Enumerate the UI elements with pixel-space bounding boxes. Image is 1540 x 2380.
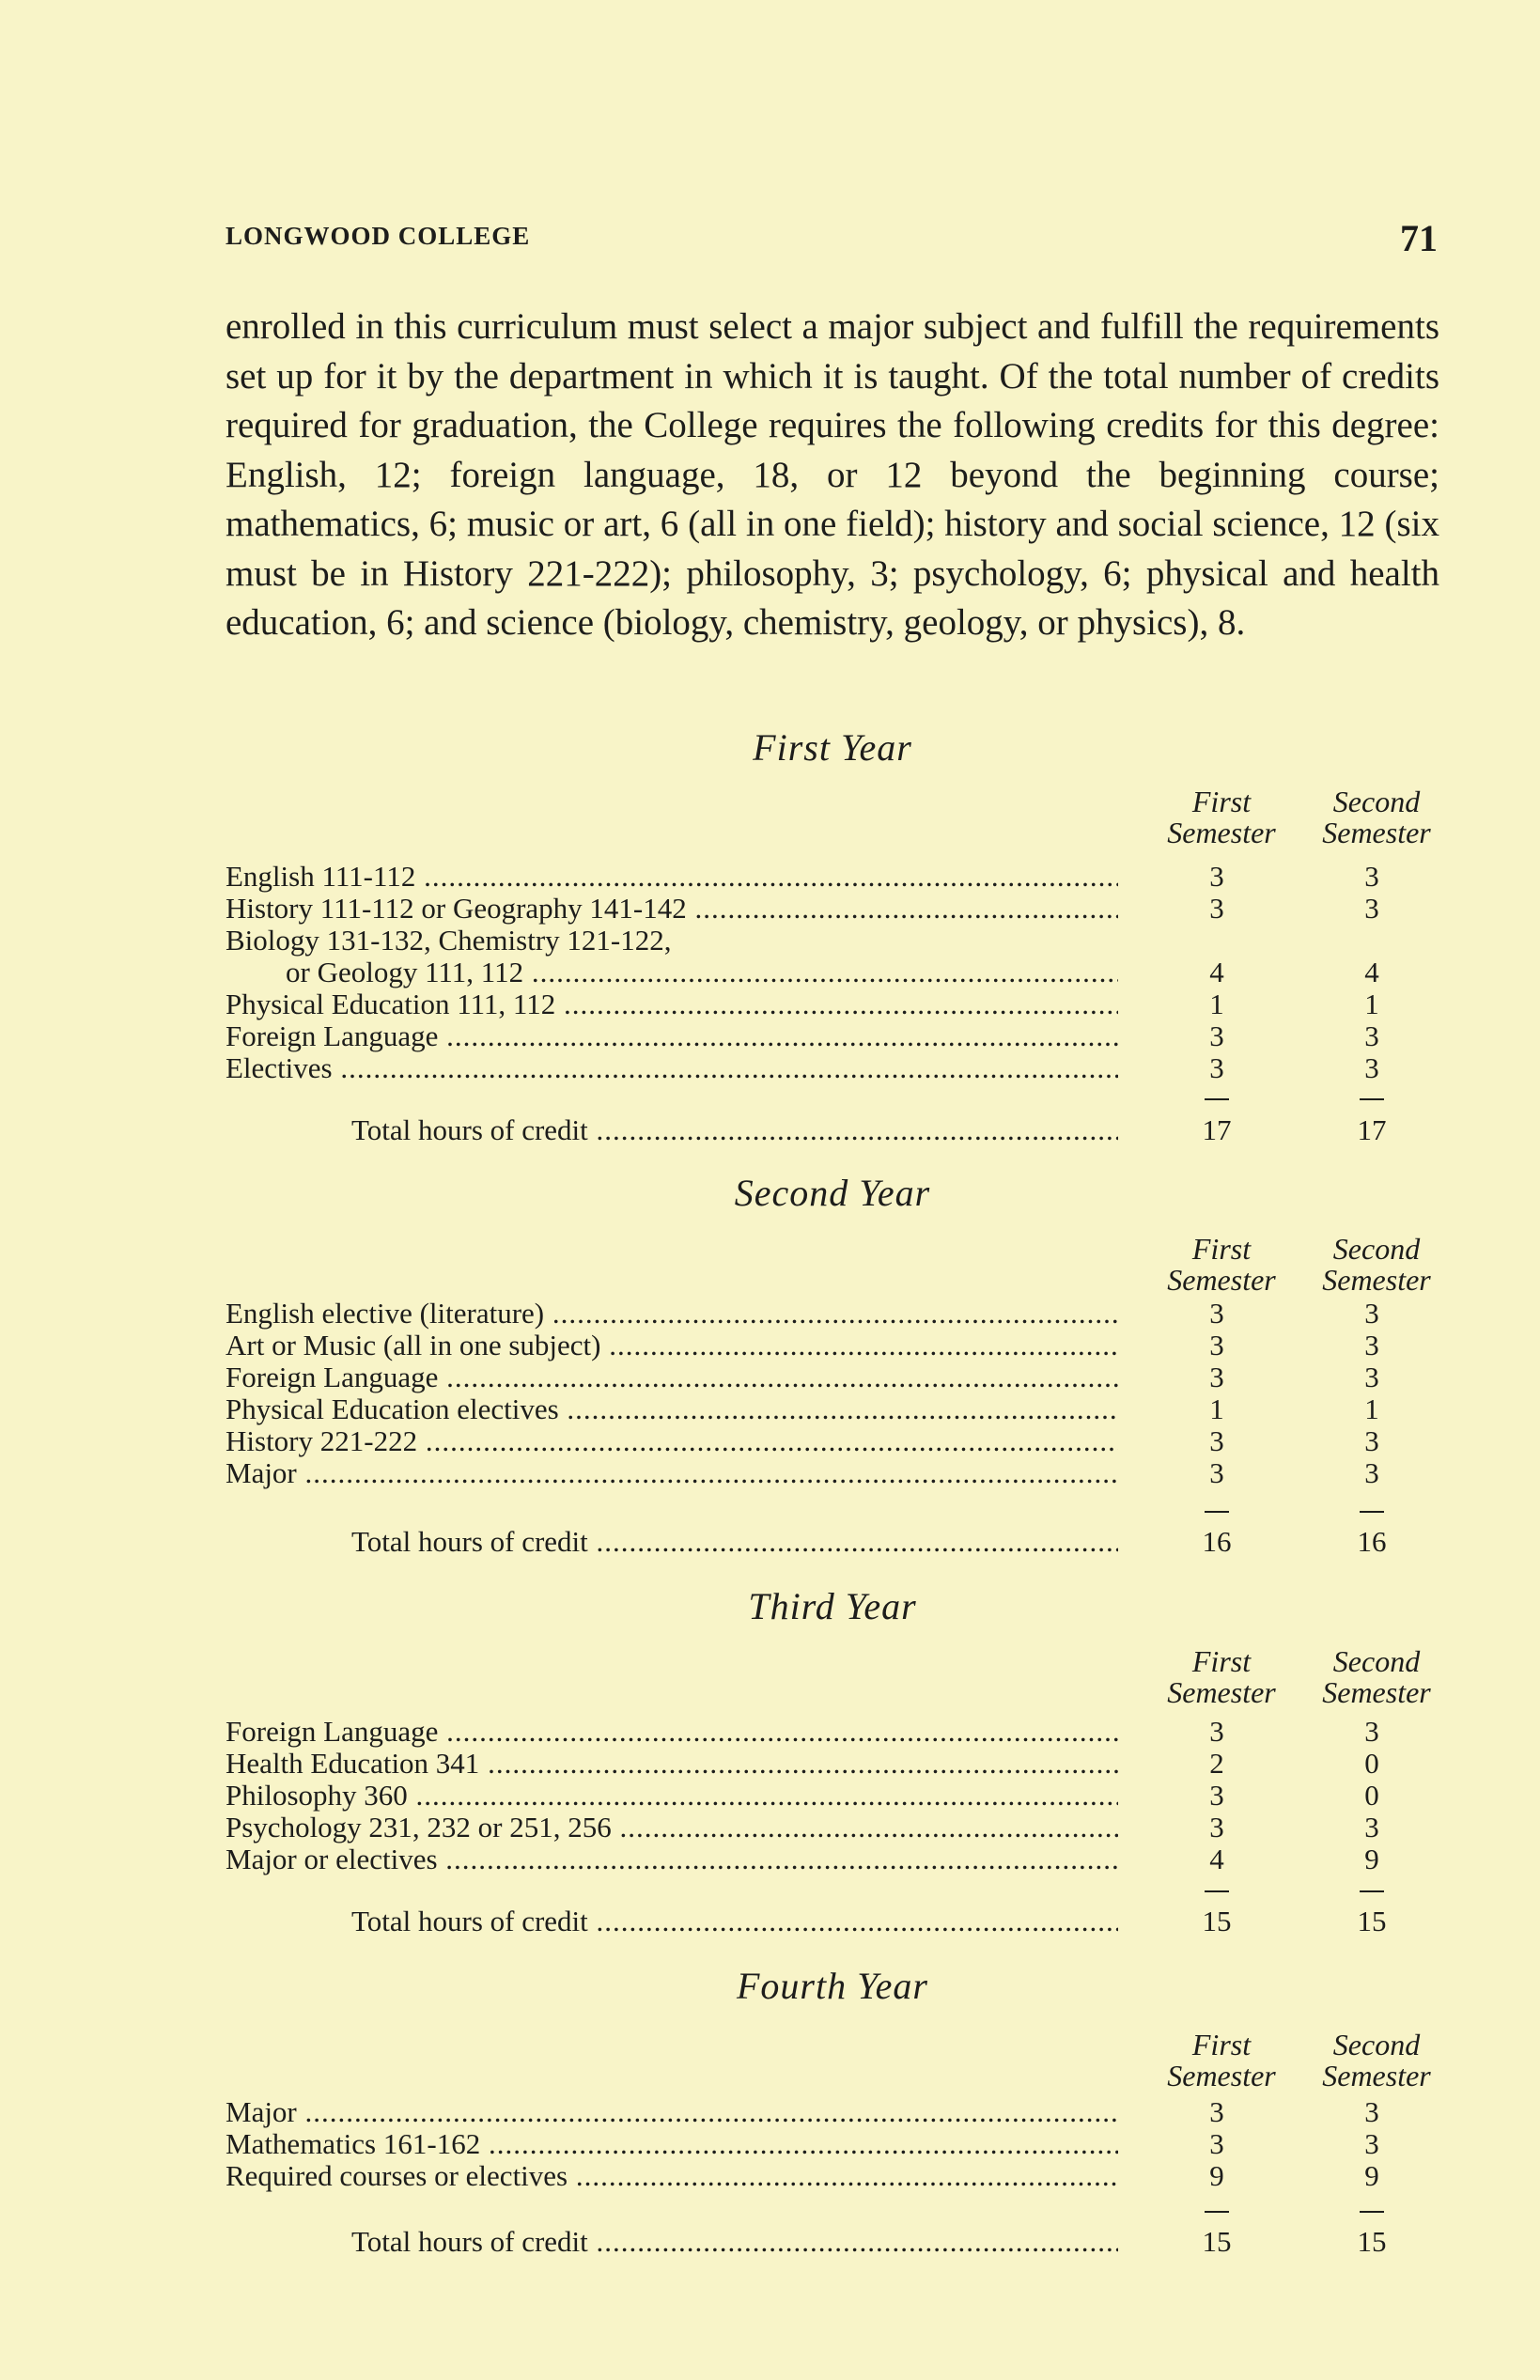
course-name: English elective (literature) .....	[226, 1298, 1118, 1330]
course-row	[226, 1298, 1447, 1330]
first-semester-credits: 4	[1209, 1843, 1224, 1875]
course-name: Health Education 341 .....	[226, 1748, 1118, 1780]
total-row	[226, 1906, 1447, 1937]
course-row	[226, 861, 1447, 893]
first-semester-credits: 3	[1209, 1019, 1224, 1052]
total-label: Total hours of credit .....	[351, 1906, 1118, 1937]
course-row	[226, 1716, 1447, 1748]
course-row	[226, 1330, 1447, 1361]
first-semester-credits: 3	[1209, 1456, 1224, 1489]
course-name: Required courses or electives .....	[226, 2160, 1118, 2192]
course-row	[226, 1361, 1447, 1393]
course-row	[226, 1812, 1447, 1843]
first-semester-total: 15	[1202, 2225, 1232, 2258]
second-semester-credits: 3	[1364, 1811, 1379, 1843]
first-semester-credits: 3	[1209, 1361, 1224, 1393]
course-row	[226, 2160, 1447, 2192]
sum-rule	[1205, 1890, 1229, 1892]
first-semester-credits: 3	[1209, 2095, 1224, 2128]
column-heading-second-semester: Second Semester	[1322, 1644, 1431, 1709]
course-name: Physical Education electives .....	[226, 1393, 1118, 1425]
total-label: Total hours of credit .....	[351, 2226, 1118, 2258]
course-name: English 111-112 .....	[226, 861, 1118, 893]
course-row	[226, 988, 1447, 1020]
course-row	[226, 1020, 1447, 1052]
second-semester-credits: 3	[1364, 860, 1379, 893]
first-semester-credits: 2	[1209, 1747, 1224, 1780]
course-name: Physical Education 111, 112 .....	[226, 988, 1118, 1020]
course-row	[226, 1843, 1447, 1875]
first-semester-credits: 1	[1209, 988, 1224, 1020]
sum-rule	[1360, 1098, 1384, 1100]
course-name: Mathematics 161-162 .....	[226, 2128, 1118, 2160]
first-semester-credits: 3	[1209, 2127, 1224, 2160]
first-semester-credits: 3	[1209, 1811, 1224, 1843]
year-heading: Second Year	[734, 1172, 931, 1214]
second-semester-total: 16	[1357, 1525, 1387, 1558]
course-name: Major .....	[226, 2096, 1118, 2128]
course-row	[226, 1780, 1447, 1812]
intro-paragraph	[226, 303, 1439, 648]
course-row	[226, 925, 1447, 957]
sum-rule	[1360, 2211, 1384, 2213]
page-number: 71	[1400, 217, 1438, 259]
first-semester-credits: 3	[1209, 860, 1224, 893]
column-heading-first-semester: First Semester	[1167, 785, 1276, 849]
first-semester-total: 17	[1202, 1113, 1232, 1146]
total-label: Total hours of credit .....	[351, 1114, 1118, 1146]
course-row	[226, 1393, 1447, 1425]
second-semester-credits: 3	[1364, 1456, 1379, 1489]
second-semester-credits: 3	[1364, 1051, 1379, 1084]
year-heading: Fourth Year	[736, 1965, 928, 2007]
total-row	[226, 1114, 1447, 1146]
course-name: History 221-222 .....	[226, 1425, 1118, 1457]
total-label: Total hours of credit .....	[351, 1526, 1118, 1558]
second-semester-credits: 0	[1364, 1747, 1379, 1780]
second-semester-credits: 0	[1364, 1779, 1379, 1812]
second-semester-total: 15	[1357, 1905, 1387, 1937]
first-semester-credits: 3	[1209, 1329, 1224, 1361]
column-heading-second-semester: Second Semester	[1322, 785, 1431, 849]
column-heading-first-semester: First Semester	[1167, 1232, 1276, 1297]
second-semester-credits: 1	[1364, 1392, 1379, 1425]
course-row	[226, 1052, 1447, 1084]
sum-rule	[1205, 2211, 1229, 2213]
total-row	[226, 1526, 1447, 1558]
second-semester-credits: 9	[1364, 2159, 1379, 2192]
second-semester-credits: 9	[1364, 1843, 1379, 1875]
course-row	[226, 1457, 1447, 1489]
second-semester-credits: 1	[1364, 988, 1379, 1020]
course-name: Philosophy 360 .....	[226, 1780, 1118, 1812]
course-name: History 111-112 or Geography 141-142 .....	[226, 893, 1118, 925]
second-semester-credits: 3	[1364, 1715, 1379, 1748]
first-semester-total: 16	[1202, 1525, 1232, 1558]
second-semester-credits: 3	[1364, 1329, 1379, 1361]
first-semester-total: 15	[1202, 1905, 1232, 1937]
first-semester-credits: 3	[1209, 892, 1224, 925]
year-heading: First Year	[753, 726, 912, 769]
course-row	[226, 2128, 1447, 2160]
second-semester-total: 15	[1357, 2225, 1387, 2258]
course-name: Psychology 231, 232 or 251, 256 .....	[226, 1812, 1118, 1843]
course-name: Biology 131-132, Chemistry 121-122,	[226, 925, 672, 957]
year-heading: Third Year	[748, 1585, 917, 1627]
course-name: Major .....	[226, 1457, 1118, 1489]
intro-text: enrolled in this curriculum must select a major subject and fulfill the requirements set up for it by the department in which it is taught. Of the total number of credits required for graduation, the College requires the following credits for this degree: English, 12; foreign language, 18, or 12 beyond the beginning course; mathematics, 6; music or art, 6 (all in one field); history and social science, 12 (six must be in History 221-222); philosophy, 3; psychology, 6; physical and health education, 6; and science (biology, chemistry, geology, or physics), 8.	[226, 306, 1439, 643]
course-name: Foreign Language .....	[226, 1716, 1118, 1748]
second-semester-credits: 3	[1364, 1424, 1379, 1457]
course-row	[226, 957, 1447, 988]
second-semester-credits: 3	[1364, 1361, 1379, 1393]
second-semester-credits: 3	[1364, 2127, 1379, 2160]
column-heading-second-semester: Second Semester	[1322, 1232, 1431, 1297]
second-semester-credits: 4	[1364, 956, 1379, 988]
course-row	[226, 893, 1447, 925]
second-semester-credits: 3	[1364, 1297, 1379, 1330]
second-semester-credits: 3	[1364, 1019, 1379, 1052]
course-row	[226, 1748, 1447, 1780]
first-semester-credits: 3	[1209, 1715, 1224, 1748]
course-name: Art or Music (all in one subject) .....	[226, 1330, 1118, 1361]
sum-rule	[1360, 1511, 1384, 1513]
first-semester-credits: 3	[1209, 1051, 1224, 1084]
sum-rule	[1360, 1890, 1384, 1892]
column-heading-first-semester: First Semester	[1167, 1644, 1276, 1709]
running-head: LONGWOOD COLLEGE	[226, 222, 531, 250]
course-name: Foreign Language .....	[226, 1020, 1118, 1052]
column-heading-first-semester: First Semester	[1167, 2028, 1276, 2092]
course-name: Major or electives .....	[226, 1843, 1118, 1875]
first-semester-credits: 4	[1209, 956, 1224, 988]
second-semester-total: 17	[1357, 1113, 1387, 1146]
course-name: Electives .....	[226, 1052, 1118, 1084]
first-semester-credits: 3	[1209, 1779, 1224, 1812]
first-semester-credits: 3	[1209, 1297, 1224, 1330]
first-semester-credits: 1	[1209, 1392, 1224, 1425]
sum-rule	[1205, 1098, 1229, 1100]
total-row	[226, 2226, 1447, 2258]
sum-rule	[1205, 1511, 1229, 1513]
course-name: Foreign Language .....	[226, 1361, 1118, 1393]
second-semester-credits: 3	[1364, 892, 1379, 925]
first-semester-credits: 9	[1209, 2159, 1224, 2192]
first-semester-credits: 3	[1209, 1424, 1224, 1457]
course-name: or Geology 111, 112 .....	[286, 957, 1118, 988]
column-heading-second-semester: Second Semester	[1322, 2028, 1431, 2092]
course-row	[226, 1425, 1447, 1457]
second-semester-credits: 3	[1364, 2095, 1379, 2128]
course-row	[226, 2096, 1447, 2128]
